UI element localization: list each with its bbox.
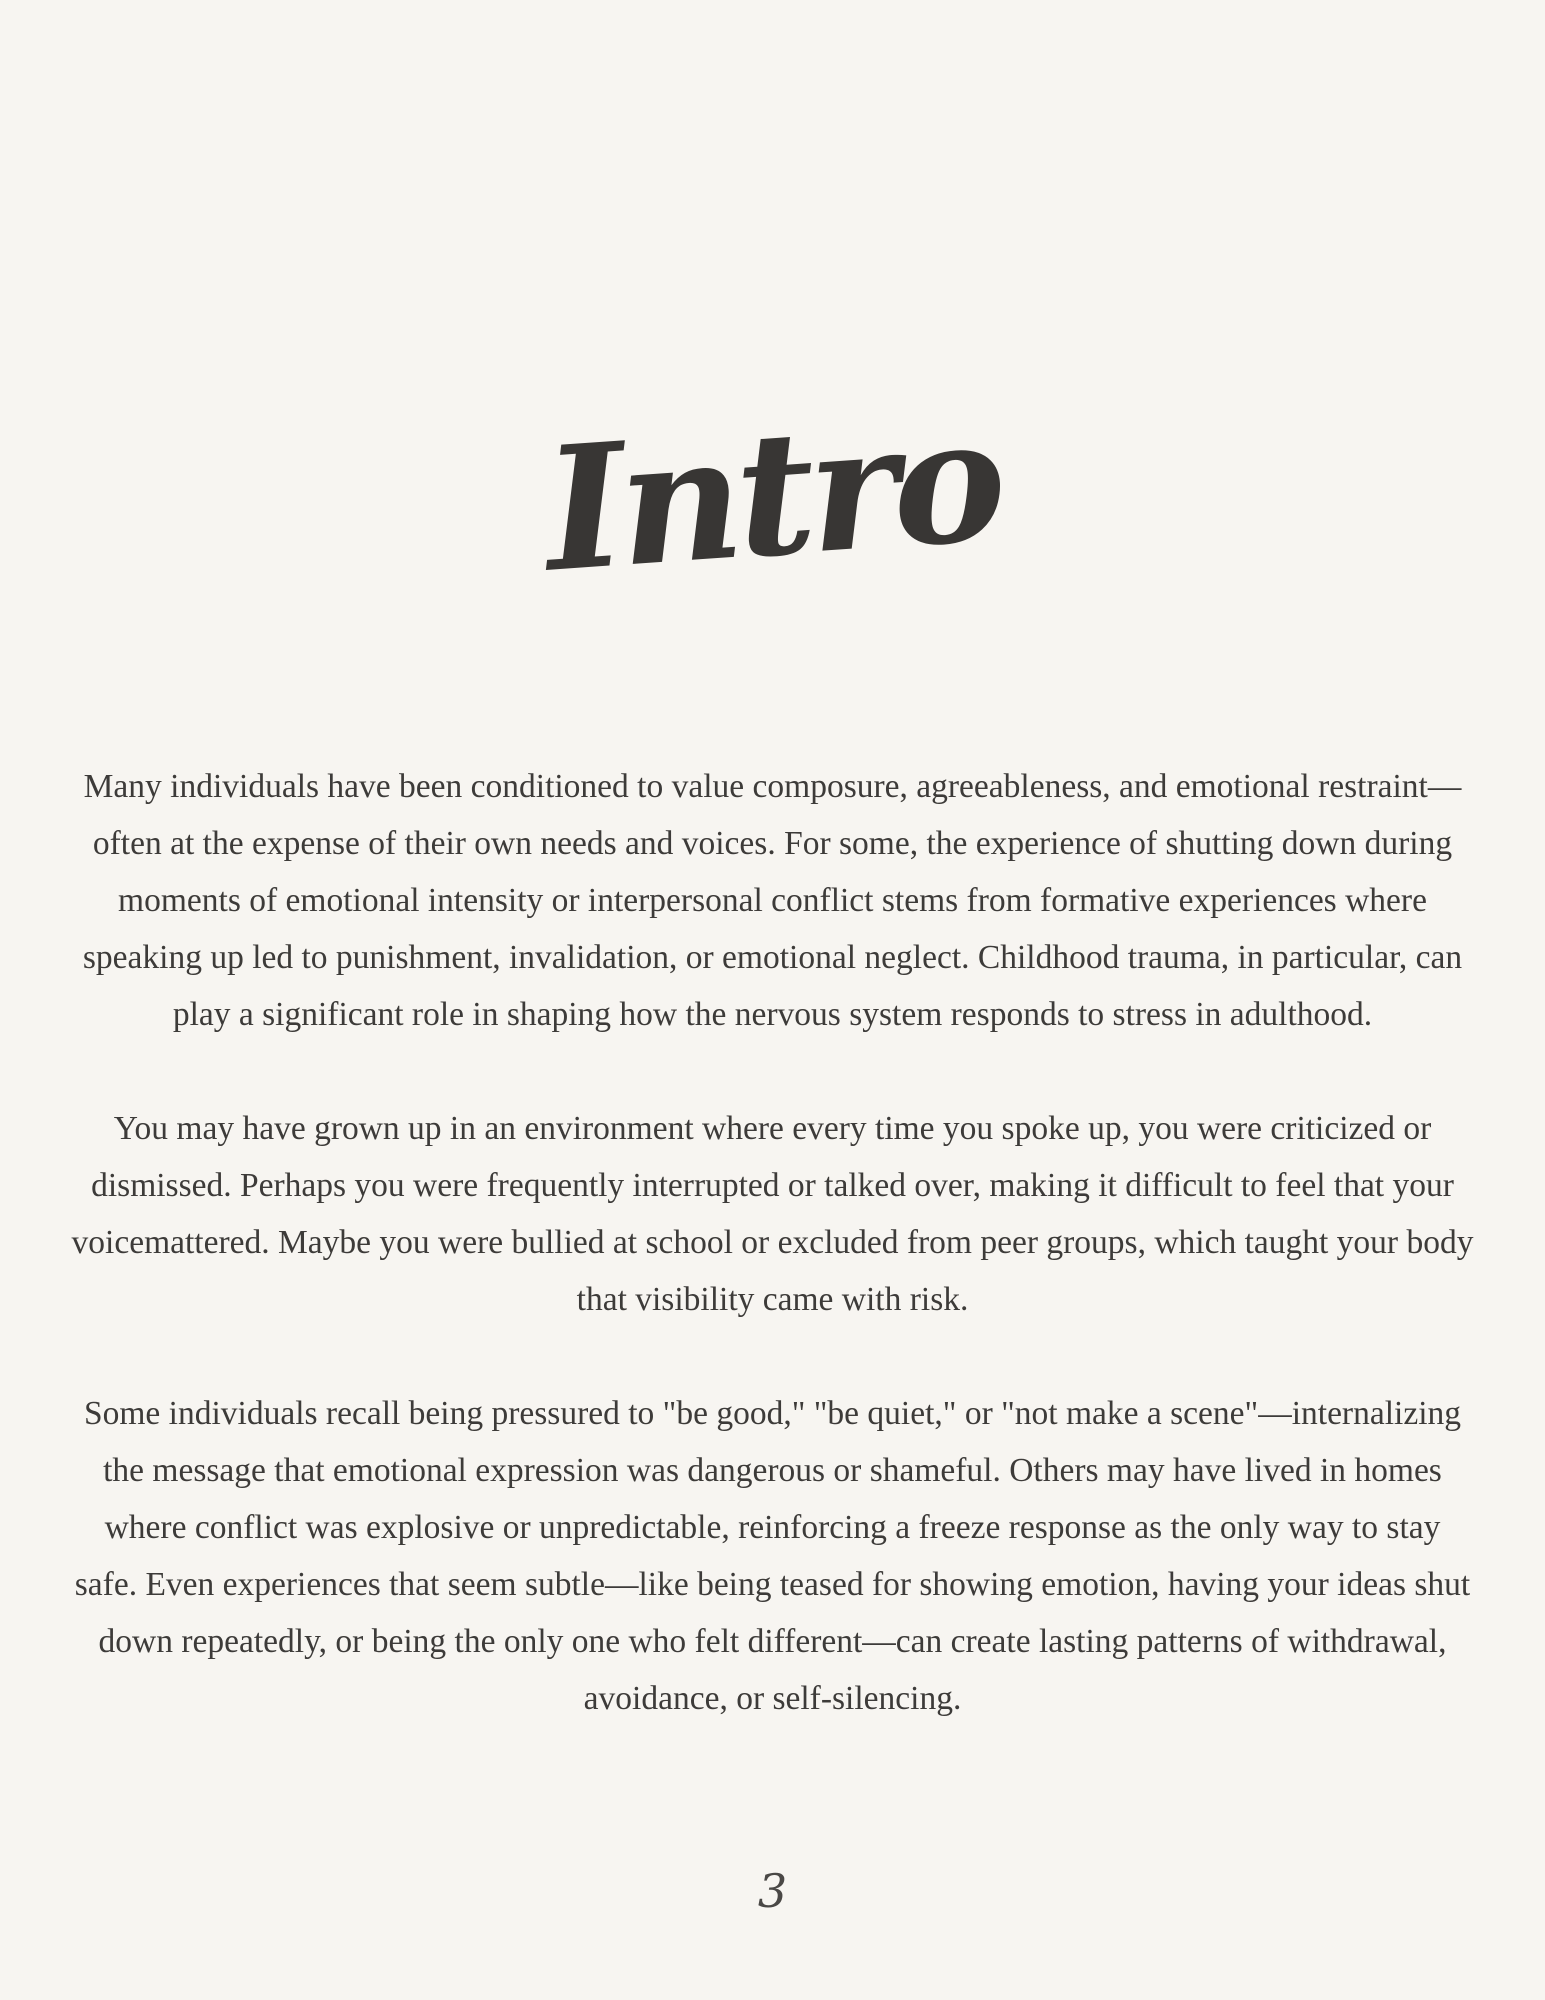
paragraph-2: You may have grown up in an environment where every time you spoke up, you were criticized or dismissed. Perhaps you were frequently interrupted or talked over, making it difficult to feel that your voicemattered. Maybe you were bullied at school or excluded from peer groups, which taught your body that visibility came with risk. xyxy=(71,1110,1474,1318)
paragraph-1: Many individuals have been conditioned to value composure, agreeableness, and emotional restraint—often at the expense of their own needs and voices. For some, the experience of shutting down during moments of emotional intensity or interpersonal conflict stems from formative experiences where speaking up led to punishment, invalidation, or emotional neglect. Childhood trauma, in particular, can play a significant role in shaping how the nervous system responds to stress in adulthood. xyxy=(82,768,1463,1033)
body-text xyxy=(70,758,1475,1784)
page-number: 3 xyxy=(757,1864,788,1918)
page-title: Intro xyxy=(538,379,1007,611)
paragraph-3: Some individuals recall being pressured to "be good," "be quiet," or "not make a scene"—internalizing the message that emotional expression was dangerous or shameful. Others may have lived in homes where conflict was explosive or unpredictable, reinforcing a freeze response as the only way to stay safe. Even experiences that seem subtle—like being teased for showing emotion, having your ideas shut down repeatedly, or being the only one who felt different—can create lasting patterns of withdrawal, avoidance, or self-silencing. xyxy=(74,1395,1471,1717)
